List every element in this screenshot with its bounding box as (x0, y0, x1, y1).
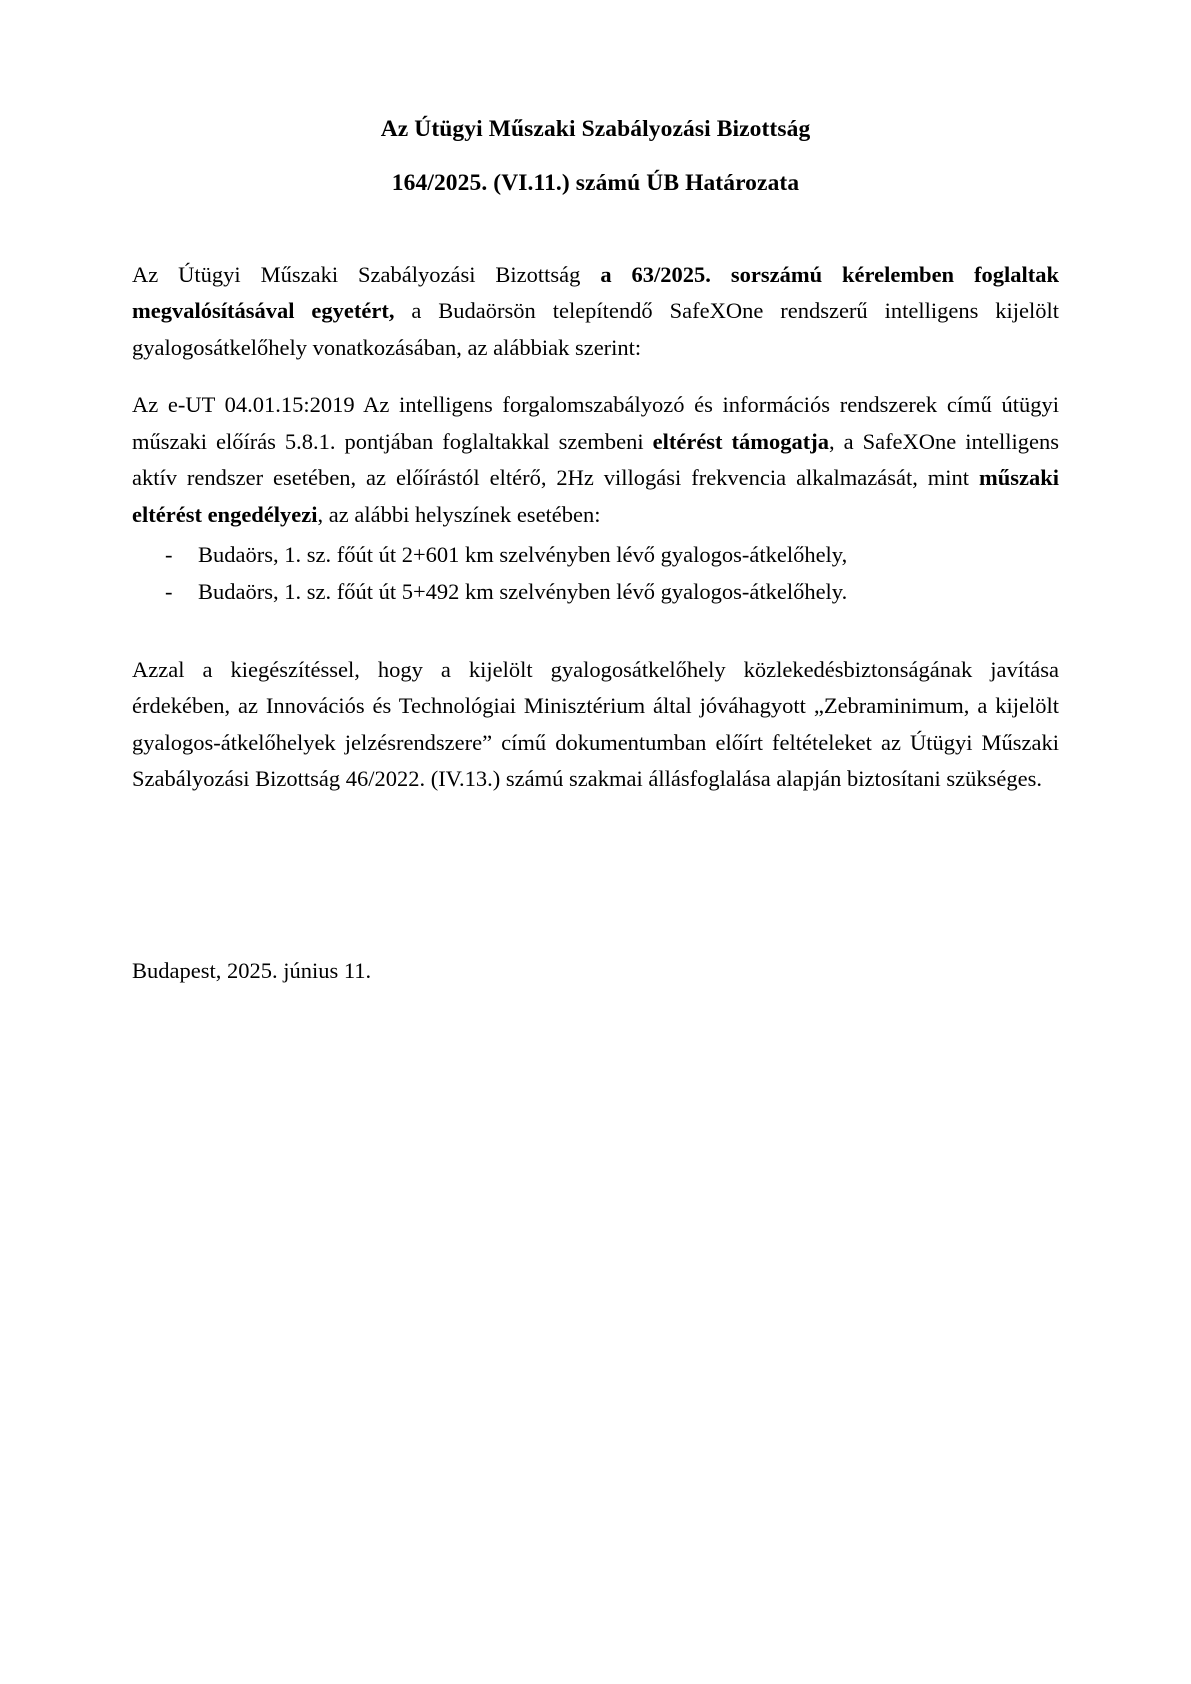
closing-place-date: Budapest, 2025. június 11. (132, 957, 372, 983)
paragraph-technical-segment-4-bold: műszaki eltérést engedélyezi (132, 465, 1059, 527)
paragraph-technical-segment-2-bold: eltérést támogatja (652, 428, 829, 454)
paragraph-decision-segment-3: a Budaörsön telepítendő SafeXOne rendszerű intelligens kijelölt gyalogosátkelőhely vonatkozásában, az alábbiak szerint: (132, 298, 1059, 360)
paragraph-technical-deviation (132, 387, 1059, 533)
page-title (132, 118, 1059, 195)
paragraph-technical-segment-5: , az alábbi helyszínek esetében: (317, 501, 601, 527)
list-item-label: Budaörs, 1. sz. főút út 2+601 km szelvényben lévő gyalogos-átkelőhely, (198, 542, 848, 568)
location-list (132, 537, 1059, 610)
list-item-label: Budaörs, 1. sz. főút út 5+492 km szelvényben lévő gyalogos-átkelőhely. (198, 578, 848, 604)
page-title-line-1: Az Útügyi Műszaki Szabályozási Bizottság (380, 116, 811, 142)
paragraph-supplement: Azzal a kiegészítéssel, hogy a kijelölt gyalogosátkelőhely közlekedésbiztonságának javítása érdekében, az Innovációs és Technológiai Minisztérium által jóváhagyott „Zebraminimum, a kijelölt gyalogos-átkelőhelyek jelzésrendszere” című dokumentumban előírt feltételeket az Útügyi Műszaki Szabályozási Bizottság 46/2022. (IV.13.) számú szakmai állásfoglalása alapján biztosítani szükséges. (132, 656, 1059, 792)
paragraph-technical-segment-3: , a SafeXOne intelligens aktív rendszer esetében, az előírástól eltérő, 2Hz villogási frekvencia alkalmazását, mint (132, 428, 1059, 491)
list-bullet-dash: - (165, 578, 173, 604)
spacer (132, 610, 1059, 652)
list-bullet-dash: - (165, 542, 173, 568)
paragraph-decision (132, 257, 1059, 366)
paragraph-decision-segment-1: Az Útügyi Műszaki Szabályozási Bizottság (132, 262, 601, 287)
paragraph-technical-segment-1: Az e-UT 04.01.15:2019 Az intelligens forgalomszabályozó és információs rendszerek című útügyi műszaki előírás 5.8.1. pontjában foglaltakkal szembeni (132, 392, 1059, 454)
page-title-line-2: 164/2025. (VI.11.) számú ÚB Határozata (391, 169, 800, 196)
list-item (132, 537, 1059, 573)
list-item (132, 574, 1059, 610)
document-body (132, 257, 1059, 989)
paragraph-decision-segment-2-bold: a 63/2025. sorszámú kérelemben foglaltak megvalósításával egyetért, (132, 262, 1060, 324)
